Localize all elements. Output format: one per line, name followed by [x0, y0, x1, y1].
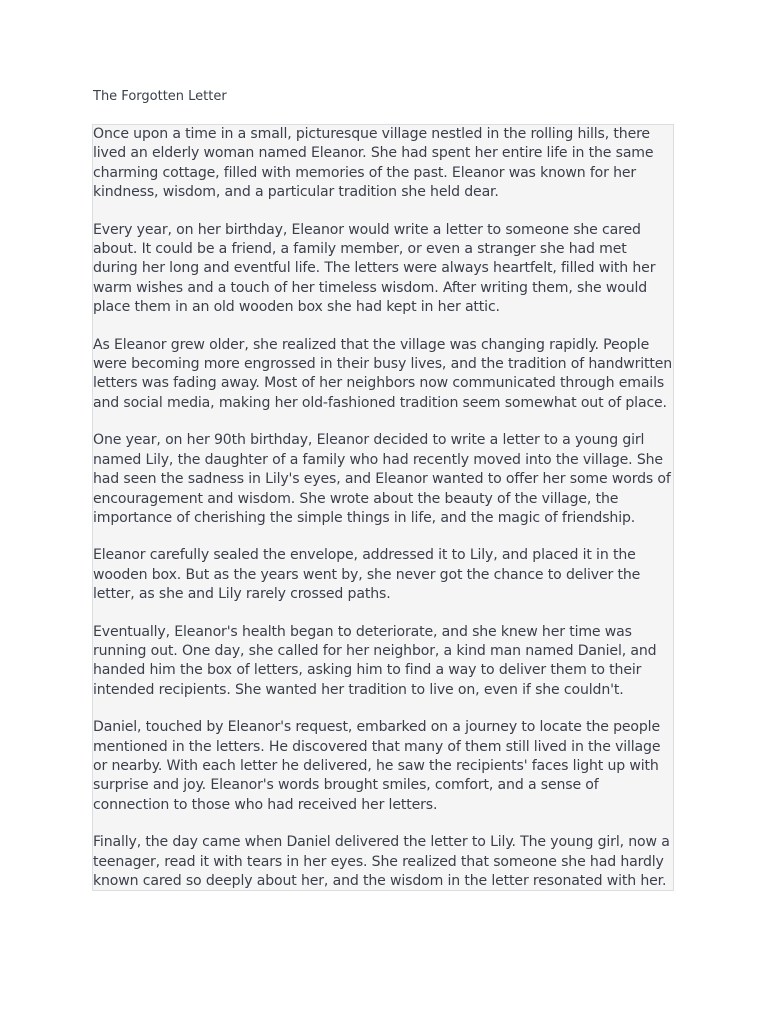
story-paragraph: Eventually, Eleanor's health began to deteriorate, and she knew her time was running out. One day, she called for her neighbor, a kind man named Daniel, and handed him the box of letters, asking him to find a way to deliver them to their intended recipients. She wanted her tradition to live on, even if she couldn't.	[93, 623, 657, 698]
story-paragraph: One year, on her 90th birthday, Eleanor decided to write a letter to a young girl named Lily, the daughter of a family who had recently moved into the village. She had seen the sadness in Lily's eyes, and Eleanor wanted to offer her some words of encouragement and wisdom. She wrote about the beauty of the village, the importance of cherishing the simple things in life, and the magic of friendship.	[93, 432, 671, 526]
story-paragraph: Every year, on her birthday, Eleanor would write a letter to someone she cared about. It could be a friend, a family member, or even a stranger she had met during her long and eventful life. The letters were always heartfelt, filled with her warm wishes and a touch of her timeless wisdom. After writing them, she would place them in an old wooden box she had kept in her attic.	[93, 221, 656, 316]
story-paragraph: Finally, the day came when Daniel delivered the letter to Lily. The young girl, now a teenager, read it with tears in her eyes. She realized that someone she had hardly known cared so deeply about her, and the wisdom in the letter resonated with her.	[93, 834, 670, 889]
story-paragraph: Eleanor carefully sealed the envelope, addressed it to Lily, and placed it in the wooden box. But as the years went by, she never got the chance to deliver the letter, as she and Lily rarely crossed paths.	[93, 547, 641, 603]
story-text-box	[92, 124, 674, 891]
story-paragraph: Daniel, touched by Eleanor's request, embarked on a journey to locate the people mentioned in the letters. He discovered that many of them still lived in the village or nearby. With each letter he delivered, he saw the recipients' faces light up with surprise and joy. Eleanor's words brought smiles, comfort, and a sense of connection to those who had received her letters.	[93, 719, 661, 813]
story-paragraph: Once upon a time in a small, picturesque village nestled in the rolling hills, there lived an elderly woman named Eleanor. She had spent her entire life in the same charming cottage, filled with memories of the past. Eleanor was known for her kindness, wisdom, and a particular tradition she held dear.	[93, 126, 654, 201]
document-title: The Forgotten Letter	[93, 89, 227, 104]
story-paragraph: As Eleanor grew older, she realized that the village was changing rapidly. People were becoming more engrossed in their busy lives, and the tradition of handwritten letters was fading away. Most of her neighbors now communicated through emails and social media, making her old-fashioned tradition seem somewhat out of place.	[93, 336, 673, 411]
